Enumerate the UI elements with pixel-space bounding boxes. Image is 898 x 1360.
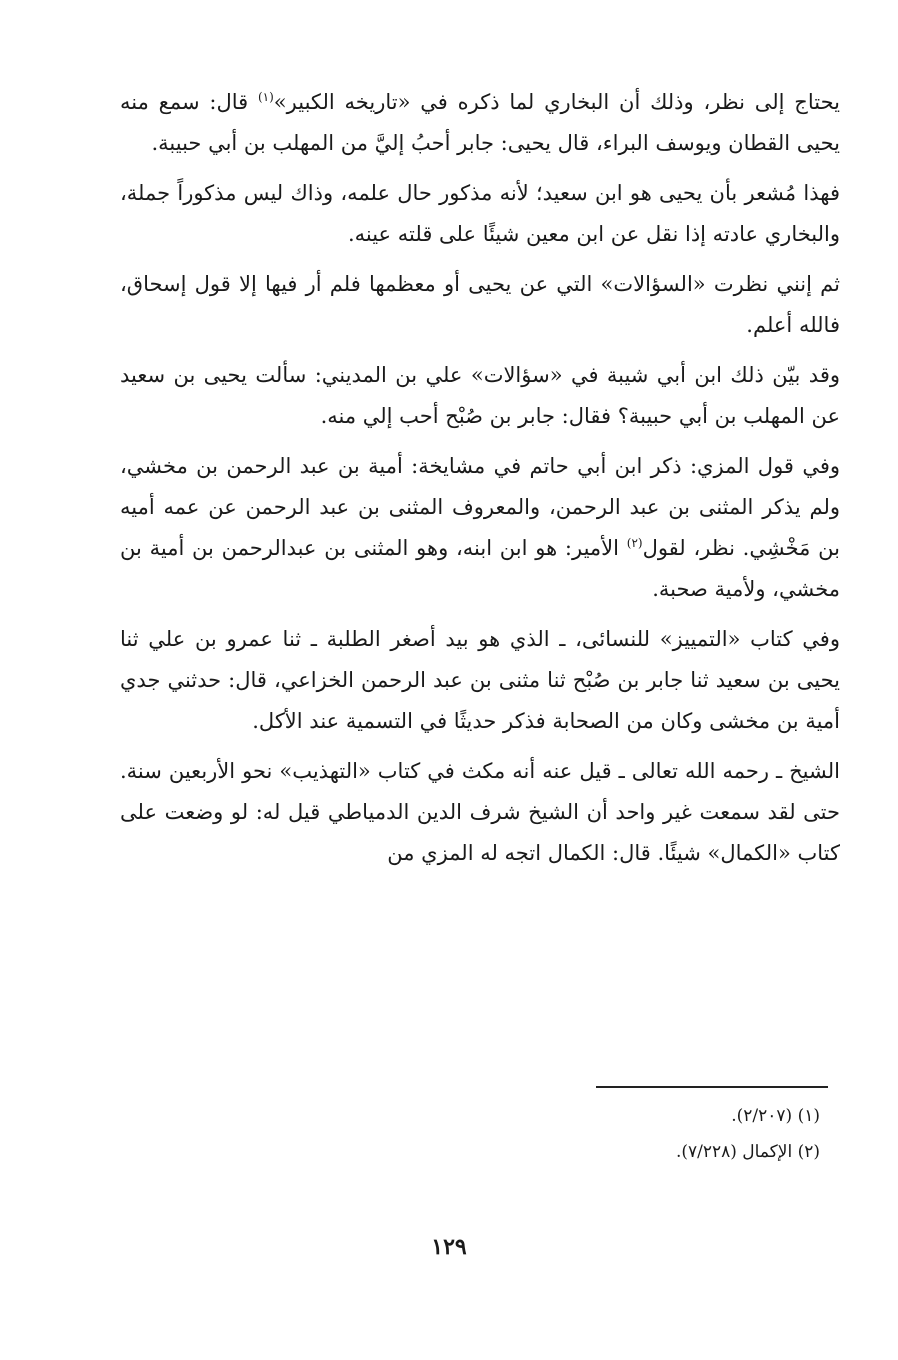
paragraph-5-text-end: الأمير: هو ابن ابنه، وهو المثنى بن عبدالرحمن بن أمية بن مخشي، ولأمية صحبة. — [120, 536, 840, 601]
footnote-ref-2[interactable]: (٢) — [626, 536, 643, 550]
footnote-divider — [596, 1086, 828, 1088]
paragraph-2: فهذا مُشعر بأن يحيى هو ابن سعيد؛ لأنه مذكور حال علمه، وذاك ليس مذكوراً جملة، والبخاري عادته إذا نقل عن ابن معين شيئًا على قلته عينه. — [120, 181, 840, 246]
paragraph-5-text-start: وفي قول المزي: ذكر ابن أبي حاتم في مشايخة: أمية بن عبد الرحمن بن مخشي، ولم يذكر المثنى بن عبد الرحمن، والمعروف المثنى بن عبد الرحمن عن عمه أميه بن مَخْشِي. نظر، لقول — [120, 454, 840, 560]
page-number: ١٢٩ — [431, 1234, 467, 1260]
footnote-1: (١) (٢/٢٠٧). — [731, 1106, 820, 1126]
main-text — [120, 82, 840, 883]
paragraph-1-text-start: يحتاج إلى نظر، وذلك أن البخاري لما ذكره في «تاريخه الكبير» — [273, 90, 840, 114]
paragraph-1-text-end: قال: سمع منه يحيى القطان ويوسف البراء، قال يحيى: جابر أحبُ إليَّ من المهلب بن أبي حبيبة. — [120, 90, 840, 155]
paragraph-4: وقد بيّن ذلك ابن أبي شيبة في «سؤالات» علي بن المديني: سألت يحيى بن سعيد عن المهلب بن أبي حبيبة؟ فقال: جابر بن صُبْح أحب إلي منه. — [120, 363, 840, 428]
paragraph-7: الشيخ ـ رحمه الله تعالى ـ قيل عنه أنه مكث في كتاب «التهذيب» نحو الأربعين سنة. حتى لقد سمعت غير واحد أن الشيخ شرف الدين الدمياطي قيل له: لو وضعت على كتاب «الكمال» شيئًا. قال: الكمال اتجه له المزي من — [120, 759, 840, 865]
footnote-2: (٢) الإكمال (٧/٢٢٨). — [675, 1142, 820, 1162]
paragraph-6: وفي كتاب «التمييز» للنسائى، ـ الذي هو بيد أصغر الطلبة ـ ثنا عمرو بن علي ثنا يحيى بن سعيد ثنا جابر بن صُبْح ثنا مثنى بن عبد الرحمن الخزاعي، قال: حدثني جدي أمية بن مخشى وكان من الصحابة فذكر حديثًا في التسمية عند الأكل. — [120, 627, 840, 733]
paragraph-5 — [120, 446, 840, 610]
footnotes — [100, 1098, 820, 1170]
paragraph-1 — [120, 82, 840, 164]
paragraph-3: ثم إنني نظرت «السؤالات» التي عن يحيى أو معظمها فلم أر فيها إلا قول إسحاق، فالله أعلم. — [120, 272, 840, 337]
footnote-ref-1[interactable]: (١) — [257, 90, 274, 104]
